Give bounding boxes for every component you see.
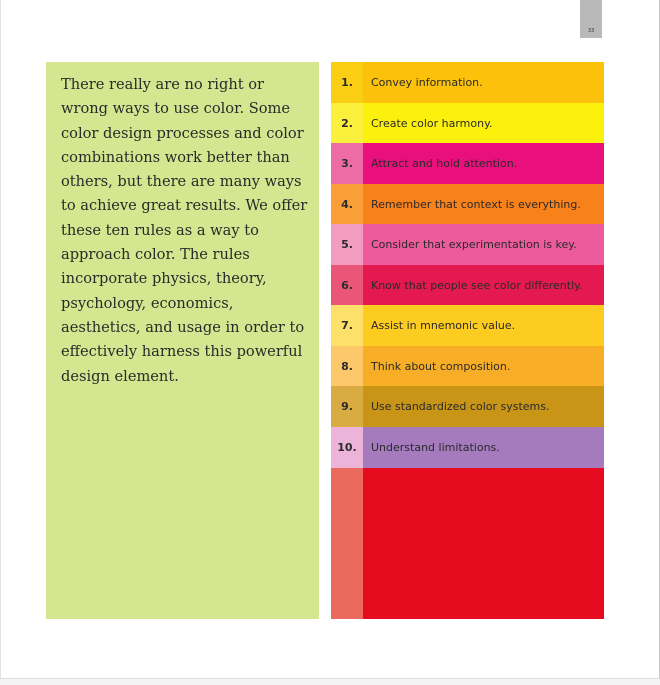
rule-row — [331, 265, 604, 306]
rule-number: 7. — [331, 305, 363, 346]
rule-text: Use standardized color systems. — [371, 400, 550, 413]
page-number: 33 — [587, 28, 595, 34]
rule-number: 6. — [331, 265, 363, 306]
rule-text: Know that people see color differently. — [371, 278, 583, 292]
rule-text: Think about composition. — [371, 359, 511, 373]
page-number-tab — [580, 0, 602, 38]
rules-list — [331, 62, 604, 619]
rule-text: Attract and hold attention. — [371, 157, 518, 170]
rule-number: 10. — [331, 427, 363, 468]
page-bottom-edge — [0, 678, 660, 685]
rule-row — [331, 143, 604, 184]
rule-number: 1. — [331, 62, 363, 103]
rule-row — [331, 427, 604, 468]
rule-number: 3. — [331, 143, 363, 184]
rule-row — [331, 346, 604, 387]
page-edge-left — [0, 0, 1, 685]
rules-footer-number-column — [331, 467, 363, 619]
rule-row — [331, 305, 604, 346]
rule-row — [331, 386, 604, 427]
rule-text: Convey information. — [371, 76, 483, 89]
rule-text: Understand limitations. — [371, 440, 500, 454]
rule-text: Remember that context is everything. — [371, 197, 581, 211]
rules-footer-block — [363, 467, 604, 619]
rule-row — [331, 62, 604, 103]
rule-row — [331, 184, 604, 225]
rule-text: Consider that experimentation is key. — [371, 238, 577, 251]
rule-row — [331, 103, 604, 144]
rule-number: 5. — [331, 224, 363, 265]
rule-row — [331, 224, 604, 265]
rule-number: 8. — [331, 346, 363, 387]
rule-text: Create color harmony. — [371, 116, 493, 130]
rule-text: Assist in mnemonic value. — [371, 319, 516, 332]
rule-number: 2. — [331, 103, 363, 144]
intro-text: There really are no right or wrong ways to use color. Some color design processes and color combinations work better than others, but there are many ways to achieve great results. We offer these ten rules as a way to approach color. The rules incorporate physics, theory, psychology, economics, aesthetics, and usage in order to effectively harness this powerful design element. — [61, 76, 308, 385]
rule-number: 4. — [331, 184, 363, 225]
rule-number: 9. — [331, 386, 363, 427]
intro-panel — [46, 62, 319, 619]
